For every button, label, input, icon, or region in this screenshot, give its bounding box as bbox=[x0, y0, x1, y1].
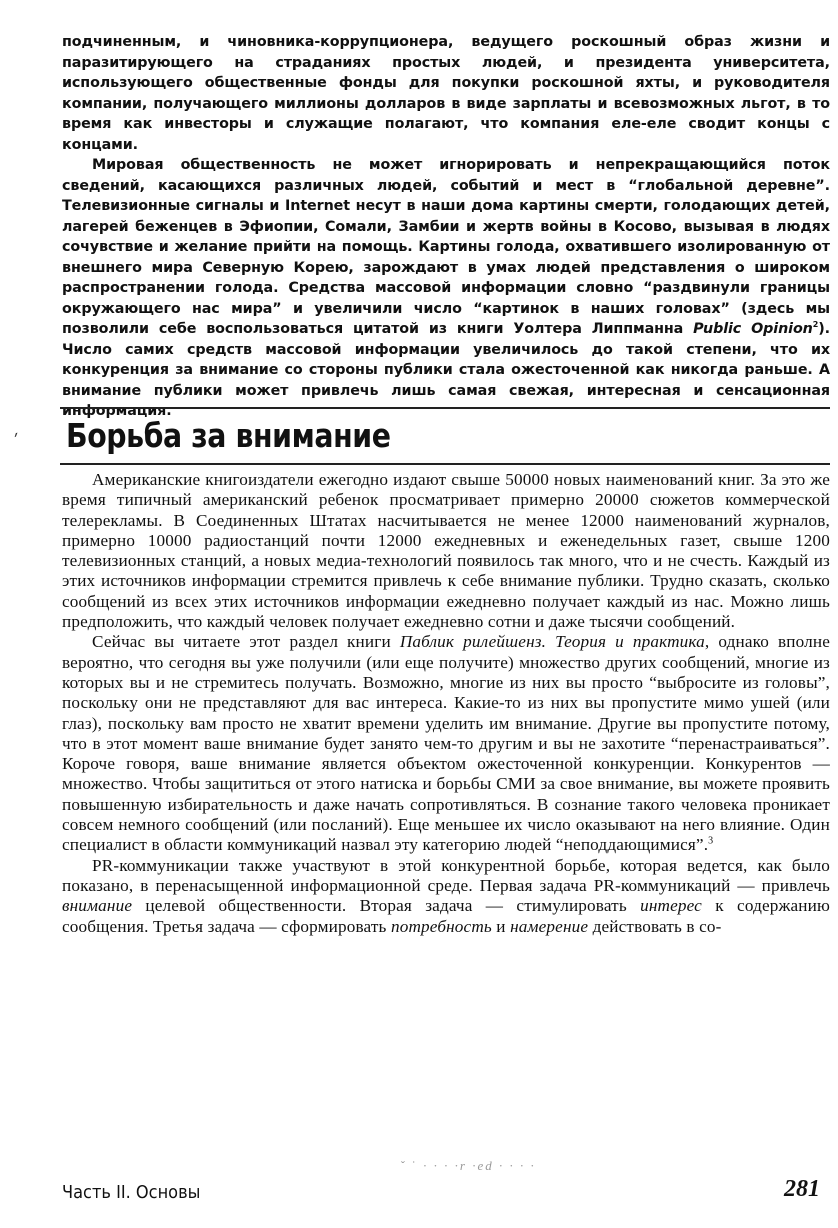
text-run: ). Число самих средств массовой информации увеличилось до такой степени, что их конкуренция за внимание со стороны публики стала ожесточенной как никогда раньше. А внимание публики может привлечь лишь самая свежая, интересная и сенсационная информация. bbox=[62, 321, 830, 419]
text-run: действовать в со- bbox=[588, 916, 722, 936]
footnote-ref: 2 bbox=[812, 320, 819, 330]
emphasis: намерение bbox=[510, 916, 589, 936]
text-run: целевой общественности. Вторая задача — стимулировать bbox=[132, 896, 641, 916]
emphasis: интерес bbox=[640, 896, 702, 916]
bleed-through-text: ˇ ˈ · · · ·r ·ed · · · · bbox=[400, 1158, 536, 1173]
continued-text-block bbox=[62, 32, 830, 422]
margin-pencil-mark: ˏ bbox=[4, 416, 21, 439]
text-run: PR-коммуникации также участвуют в этой конкурентной борьбе, которая ведется, как было показано, в перенасыщенной информационной среде. Первая задача PR-коммуникаций — привлечь bbox=[62, 855, 830, 895]
paragraph bbox=[62, 155, 830, 422]
text-run: к содержанию сообщения. Третья задача — сформировать bbox=[62, 896, 830, 936]
footnote-ref: 3 bbox=[708, 835, 714, 847]
paragraph bbox=[62, 856, 830, 937]
book-title-italic: Паблик рилейшенз. Теория и практика bbox=[399, 632, 705, 652]
text-run: и bbox=[491, 916, 511, 936]
text-run: Сейчас вы читаете этот раздел книги bbox=[92, 632, 400, 652]
section-body bbox=[62, 470, 830, 937]
section-rule-bottom bbox=[60, 463, 830, 465]
running-footer: Часть II. Основы bbox=[62, 1182, 201, 1203]
section-heading: Борьба за внимание bbox=[66, 416, 391, 455]
text-run: , однако вполне вероятно, что сегодня вы уже получили (или еще получите) множество других сообщений, многие из которых вы и не стремитесь получать. Возможно, многие из них вы просто “выбросите из головы”, поскольку они не представляют для вас интереса. Какие-то из них вы пропустите мимо ушей (или глаз), поскольку вам просто не хватит времени уделить им внимание. Другие вы пропустите потому, что в этот момент ваше внимание будет занято чем-то другим и вы не захотите “перенастраиваться”. Короче говоря, ваше внимание является объектом ожесточенной конкуренции. Конкурентов — множество. Чтобы защититься от этого натиска и борьбы СМИ за свое внимание, вы можете проявить повышенную избирательность и даже начать сопротивляться. В сознание такого человека проникает совсем немного сообщений (или посланий). Еще меньшее их число оказывают на него влияние. Один специалист в области коммуникаций назвал эту категорию людей “неподдающимися”. bbox=[62, 632, 830, 855]
section-rule-top bbox=[60, 407, 830, 409]
page-number: 281 bbox=[784, 1176, 820, 1202]
paragraph bbox=[62, 632, 830, 855]
book-title-italic: Public Opinion bbox=[693, 321, 813, 337]
emphasis: внимание bbox=[62, 896, 133, 916]
text-run: Мировая общественность не может игнорировать и непрекращающийся поток сведений, касающихся различных людей, событий и мест в “глобальной деревне”. Телевизионные сигналы и Internet несут в наши дома картины смерти, голодающих детей, лагерей беженцев в Эфиопии, Сомали, Замбии и жертв войны в Косово, вызывая в людях сочувствие и желание прийти на помощь. Картины голода, охватившего изолированную от внешнего мира Северную Корею, зарождают в умах людей представления о широком распространении голода. Средства массовой информации словно “раздвинули границы окружающего нас мира” и увеличили число “картинок в наших головах” (здесь мы позволили себе воспользоваться цитатой из книги Уолтера Липпманна bbox=[62, 157, 830, 337]
paragraph: подчиненным, и чиновника-коррупционера, ведущего роскошный образ жизни и паразитирующего на страданиях простых людей, и президента университета, использующего общественные фонды для покупки роскошной яхты, и руководителя компании, получающего миллионы долларов в виде зарплаты и всевозможных льгот, в то время как инвесторы и служащие полагают, что компания еле-еле сводит концы с концами. bbox=[62, 34, 830, 153]
emphasis: потребность bbox=[390, 916, 492, 936]
paragraph: Американские книгоиздатели ежегодно издают свыше 50000 новых наименований книг. За это же время типичный американский ребенок просматривает примерно 20000 сюжетов коммерческой телерекламы. В Соединенных Штатах насчитывается не менее 12000 наименований журналов, примерно 10000 радиостанций почти 12000 ежедневных и еженедельных газет, свыше 1200 телевизионных станций, а новых медиа-технологий появилось так много, что и не счесть. Каждый из этих источников информации стремится привлечь к себе внимание публики. Трудно сказать, сколько сообщений из всех этих источников информации ежедневно получает каждый из нас. Можно лишь предположить, что каждый человек получает ежедневно сотни и даже тысячи сообщений. bbox=[62, 470, 830, 632]
